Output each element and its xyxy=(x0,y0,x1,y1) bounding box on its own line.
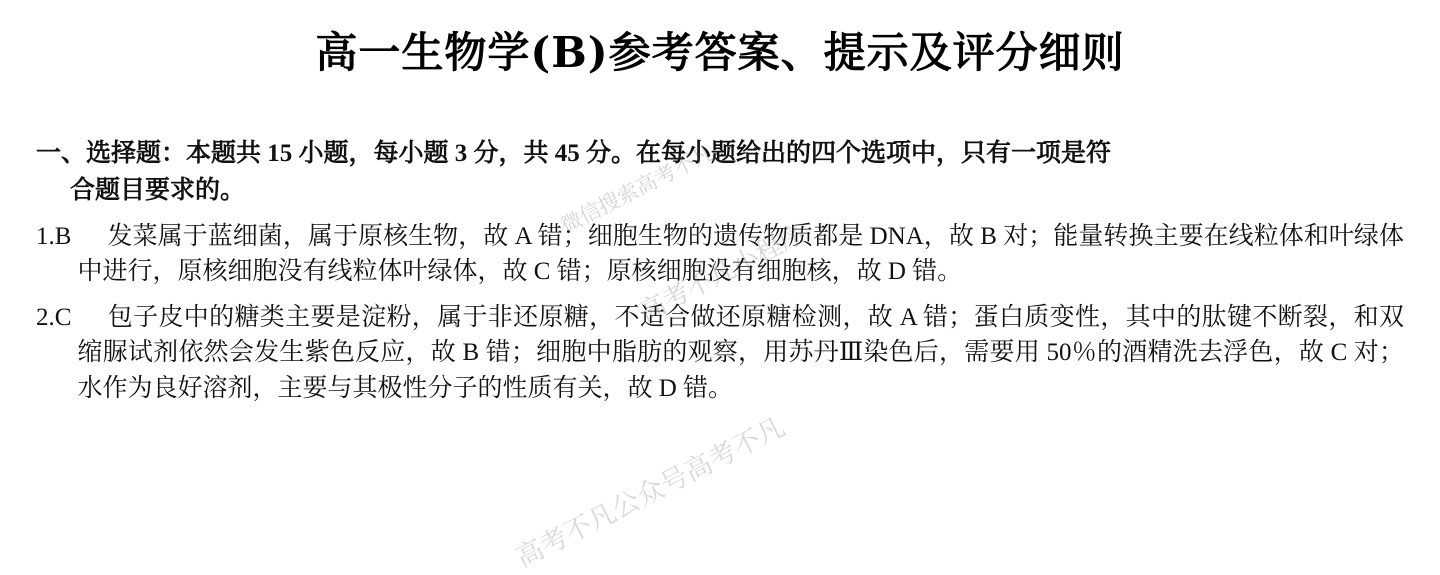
answer-number: 1.B xyxy=(36,222,72,250)
page-title: 高一生物学(B)参考答案、提示及评分细则 xyxy=(315,28,1125,77)
answer-item xyxy=(36,300,1404,407)
answer-explanation: 发菜属于蓝细菌，属于原核生物，故 A 错；细胞生物的遗传物质都是 DNA，故 B 对；能量转换主要在线粒体和叶绿体中进行，原核细胞没有线粒体叶绿体，故 C 错；原核细胞没有细胞核，故 D 错。 xyxy=(77,222,1404,286)
answer-number: 2.C xyxy=(36,303,72,331)
section-heading xyxy=(36,136,1404,209)
watermark-text: 微信搜索高考不凡 xyxy=(557,141,718,238)
watermark-text: 高考不凡小程序 xyxy=(634,217,811,328)
answer-item xyxy=(36,219,1404,290)
section-heading-line-1: 一、选择题：本题共 15 小题，每小题 3 分，共 45 分。在每小题给出的四个选项中，只有一项是符 xyxy=(36,140,1112,168)
section-heading-line-2: 合题目要求的。 xyxy=(70,176,246,204)
document-page xyxy=(0,28,1440,571)
watermark-text: 高考不凡公众号高考不凡 xyxy=(511,411,790,573)
answer-explanation: 包子皮中的糖类主要是淀粉，属于非还原糖，不适合做还原糖检测，故 A 错；蛋白质变性，其中的肽键不断裂，和双缩脲试剂依然会发生紫色反应，故 B 错；细胞中脂肪的观察，用苏丹Ⅲ染色后，需要用 50％的酒精洗去浮色，故 C 对；水作为良好溶剂，主要与其极性分子的性质有关，故 D 错。 xyxy=(77,303,1404,402)
